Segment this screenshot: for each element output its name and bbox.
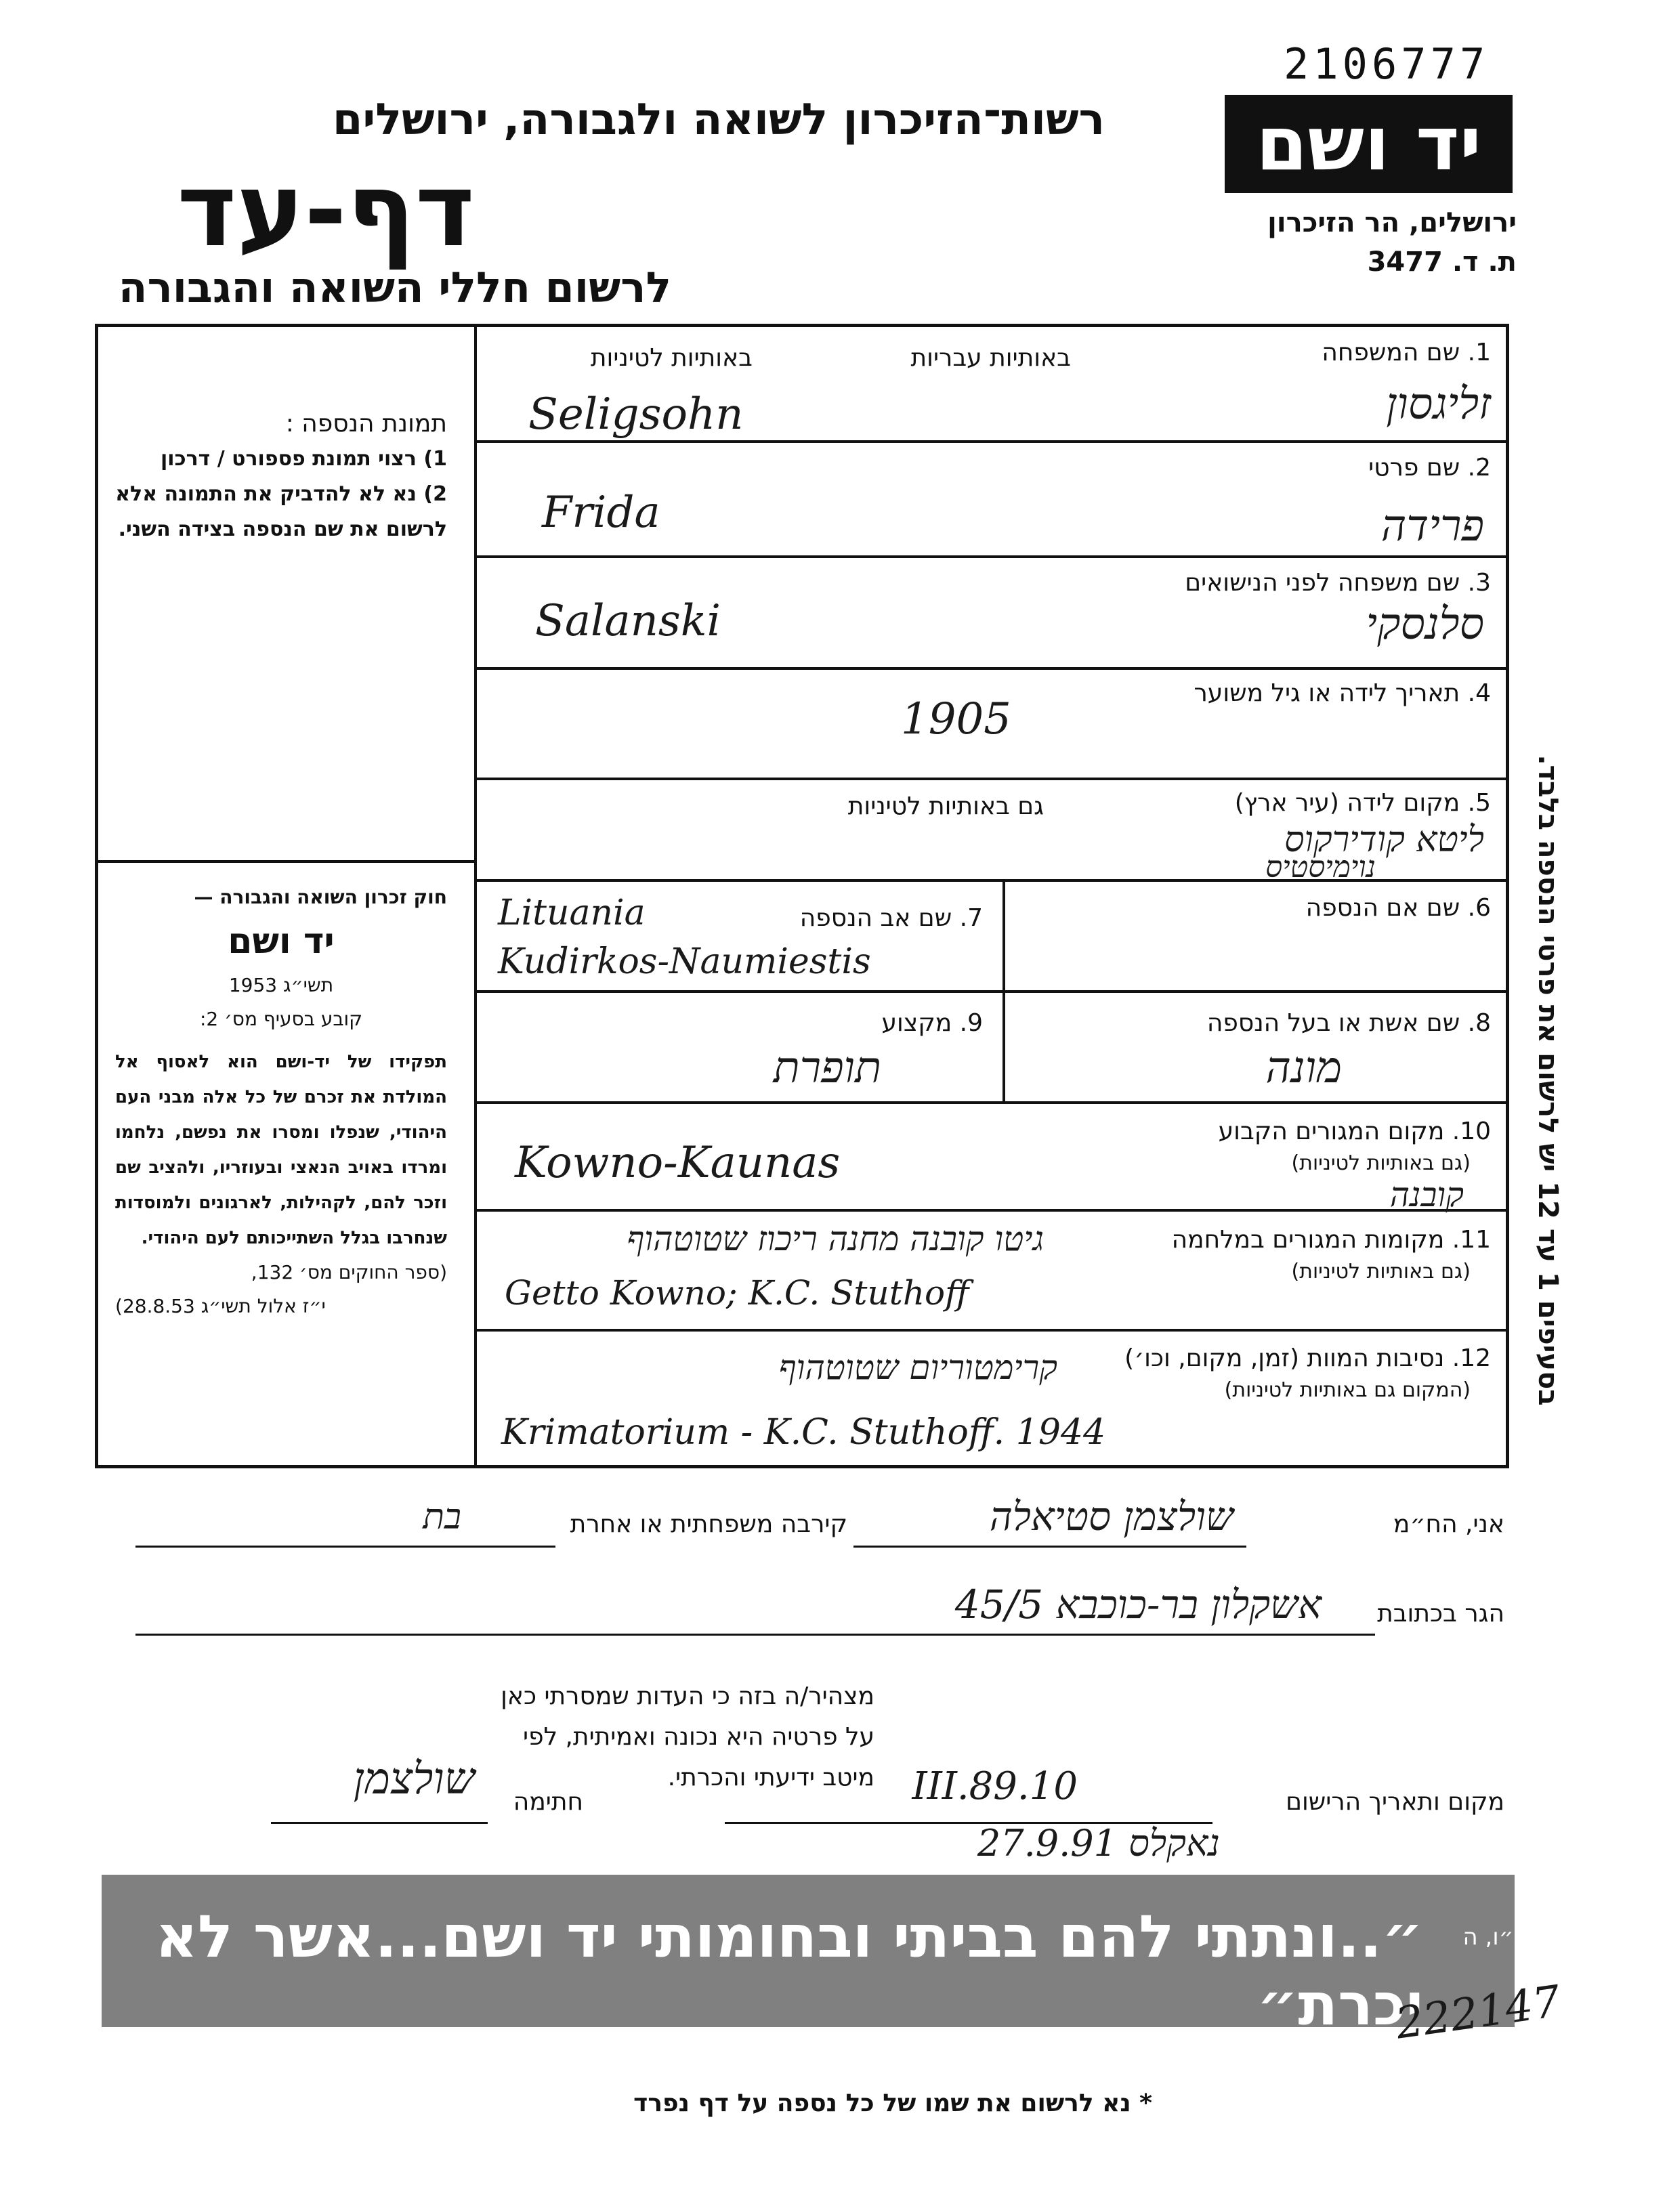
field-7-value1: Lituania (498, 893, 646, 933)
authority-title: רשות־הזיכרון לשואה ולגבורה, ירושלים (332, 95, 1105, 145)
row-divider (474, 1101, 1509, 1104)
banner-reference: ישעיהו נ״ו, ה (1462, 1923, 1592, 1951)
signature-line (271, 1822, 488, 1824)
relation-label: קירבה משפחתית או אחרת (570, 1510, 847, 1538)
field-10-latin: Kowno-Kaunas (515, 1138, 841, 1188)
field-12-hebrew: קרימטוריום שטוטהוף (778, 1348, 1057, 1387)
field-12-label: 12. נסיבות המוות (זמן, מקום, וכו׳) (1124, 1344, 1491, 1372)
field-2-latin: Frida (542, 488, 660, 538)
law-title: חוק זכרון השואה והגבורה — (194, 886, 447, 908)
left-box-divider (95, 860, 476, 863)
declaration-statement: מצהיר/ה בזה כי העדות שמסרתי כאן על פרטיה היא נכונה ואמיתית, לפי מיטב ידיעתי והכרתי. (501, 1682, 874, 1791)
field-10-hebrew: קובנה (1389, 1175, 1464, 1214)
footer-note: * נא לרשום את שמו של כל נספה על דף נפרד (633, 2089, 1152, 2117)
logo-address-line: ירושלים, הר הזיכרון (1267, 207, 1517, 238)
field-11-label: 11. מקומות המגורים במלחמה (1171, 1226, 1491, 1254)
field-12-latin: Krimatorium - K.C. Stuthoff. 1944 (501, 1412, 1106, 1453)
field-1-latin: Seligsohn (528, 389, 744, 440)
column-hebrew-label: באותיות עבריות (910, 344, 1071, 372)
place-date-value: 10.III.89 (912, 1764, 1078, 1808)
yad-vashem-logo: יד ושם (1225, 95, 1513, 193)
field-8-label: 8. שם אשת או בעל הנספה (1206, 1009, 1491, 1037)
field-11-latin: Getto Kowno; K.C. Stuthoff (505, 1273, 969, 1313)
photo-box-item1: 1) רצוי תמונת פספורט / דרכון (160, 447, 447, 471)
side-note (1527, 684, 1568, 1476)
row-divider (474, 1209, 1509, 1212)
photo-box-item2: 2) נא לא להדביק את התמונה אלא לרשום את שם הנספה בצידה השני. (115, 482, 447, 541)
row-divider (474, 778, 1509, 780)
declarant-line (853, 1546, 1246, 1548)
field-7-label: 7. שם אב הנספה (799, 904, 983, 932)
law-source: (ספר החוקים מס׳ 132, (251, 1261, 447, 1283)
field-4-label: 4. תאריך לידה או גיל משוער (1194, 679, 1491, 707)
law-date: י״ז אלול תשי״ג 28.8.53) (115, 1295, 326, 1317)
law-name: יד ושם (228, 921, 335, 962)
row-divider (474, 555, 1509, 558)
law-text: תפקידו של יד-ושם הוא לאסוף אל המולדת את זכרם של כל אלה מבני העם היהודי, שנפלו ומסרו את נפשם, נלחמו ומרדו באויב הנאצי ובעוזריו, ולהציב שם וזכר להם, לקהילות, לארגונים ולמוסדות שנחרבו בגלל השתייכותם לעם היהודי. (115, 1052, 447, 1248)
field-9-value: תופרת (773, 1043, 881, 1093)
field-11-hint: (גם באותיות לטיניות) (1291, 1260, 1471, 1283)
field-2-label: 2. שם פרטי (1368, 454, 1491, 482)
banner-verse: ״..ונתתי להם בביתי ובחומותי יד ושם...אשר לא יכרת״ (155, 1903, 1423, 2039)
field-5-value2: נוימיסטיס (1265, 850, 1376, 885)
place-date-label: מקום ותאריך הרישום (1286, 1788, 1504, 1816)
field-3-hebrew: סלנסקי (1366, 599, 1484, 650)
row-divider (474, 990, 1509, 993)
logo-pobox: ת. ד. 3477 (1367, 247, 1517, 278)
field-10-hint: (גם באותיות לטיניות) (1291, 1151, 1471, 1175)
field-12-hint: (המקום גם באותיות לטיניות) (1224, 1378, 1471, 1402)
column-divider (474, 324, 477, 1468)
declarant-label: אני, הח״מ (1393, 1510, 1504, 1538)
field-6-label: 6. שם אם הנספה (1305, 894, 1491, 922)
address-value: אשקלון בר-כוכבא 45/5 (954, 1581, 1322, 1628)
row-split (1003, 879, 1005, 1101)
field-4-value: 1905 (901, 694, 1011, 744)
field-5-label: 5. מקום לידה (עיר ארץ) (1234, 789, 1491, 817)
declarant-name: שולצמן סטיאלה (989, 1493, 1233, 1539)
signature-label: חתימה (513, 1788, 583, 1816)
field-5-latin-hint: גם באותיות לטיניות (847, 792, 1044, 820)
field-10-label: 10. מקום המגורים הקבוע (1218, 1118, 1491, 1145)
law-box (115, 880, 447, 1323)
signature-value: שולצמן (353, 1754, 475, 1804)
row-divider (474, 667, 1509, 670)
address-line (135, 1634, 1375, 1636)
field-7-value2: Kudirkos-Naumiestis (498, 941, 871, 982)
place-date-value2: נאקלס 27.9.91 (977, 1822, 1220, 1865)
field-3-latin: Salanski (535, 596, 721, 646)
handwritten-number: 222147 (1393, 1976, 1564, 2049)
logo-address (1267, 203, 1517, 282)
row-divider (474, 440, 1509, 443)
photo-box-title: תמונת הנספה : (285, 410, 447, 438)
row-divider (474, 1329, 1509, 1332)
side-note-text: בסעיפים 1 עד 12 יש לרשום את פרטי הנספה בלבד. (1532, 754, 1563, 1406)
field-1-hebrew: זליגסון (1386, 379, 1491, 429)
column-latin-label: באותיות לטיניות (590, 344, 753, 372)
photo-box (115, 406, 447, 547)
field-3-label: 3. שם משפחה לפני הנישואים (1185, 569, 1491, 597)
field-1-label: 1. שם המשפחה (1322, 339, 1491, 366)
field-9-label: 9. מקצוע (881, 1009, 983, 1037)
form-title: דף-עד (177, 152, 475, 270)
relation-value: בת (423, 1497, 461, 1537)
field-2-hebrew: פרידה (1380, 501, 1484, 551)
relation-line (135, 1546, 555, 1548)
form-subtitle: לרשום חללי השואה והגבורה (118, 263, 671, 312)
address-label: הגר בכתובת (1377, 1600, 1504, 1628)
law-year: תשי״ג 1953 (228, 974, 334, 996)
field-11-hebrew: גיטו קובנה מחנה ריכוז שטוטהוף (627, 1219, 1044, 1258)
field-5-value1: ליטא קודירקוס (1284, 820, 1484, 860)
law-clause: קובע בסעיף מס׳ 2: (199, 1008, 363, 1030)
serial-number: 2106777 (1284, 39, 1490, 89)
field-8-value: מונה (1265, 1043, 1342, 1093)
